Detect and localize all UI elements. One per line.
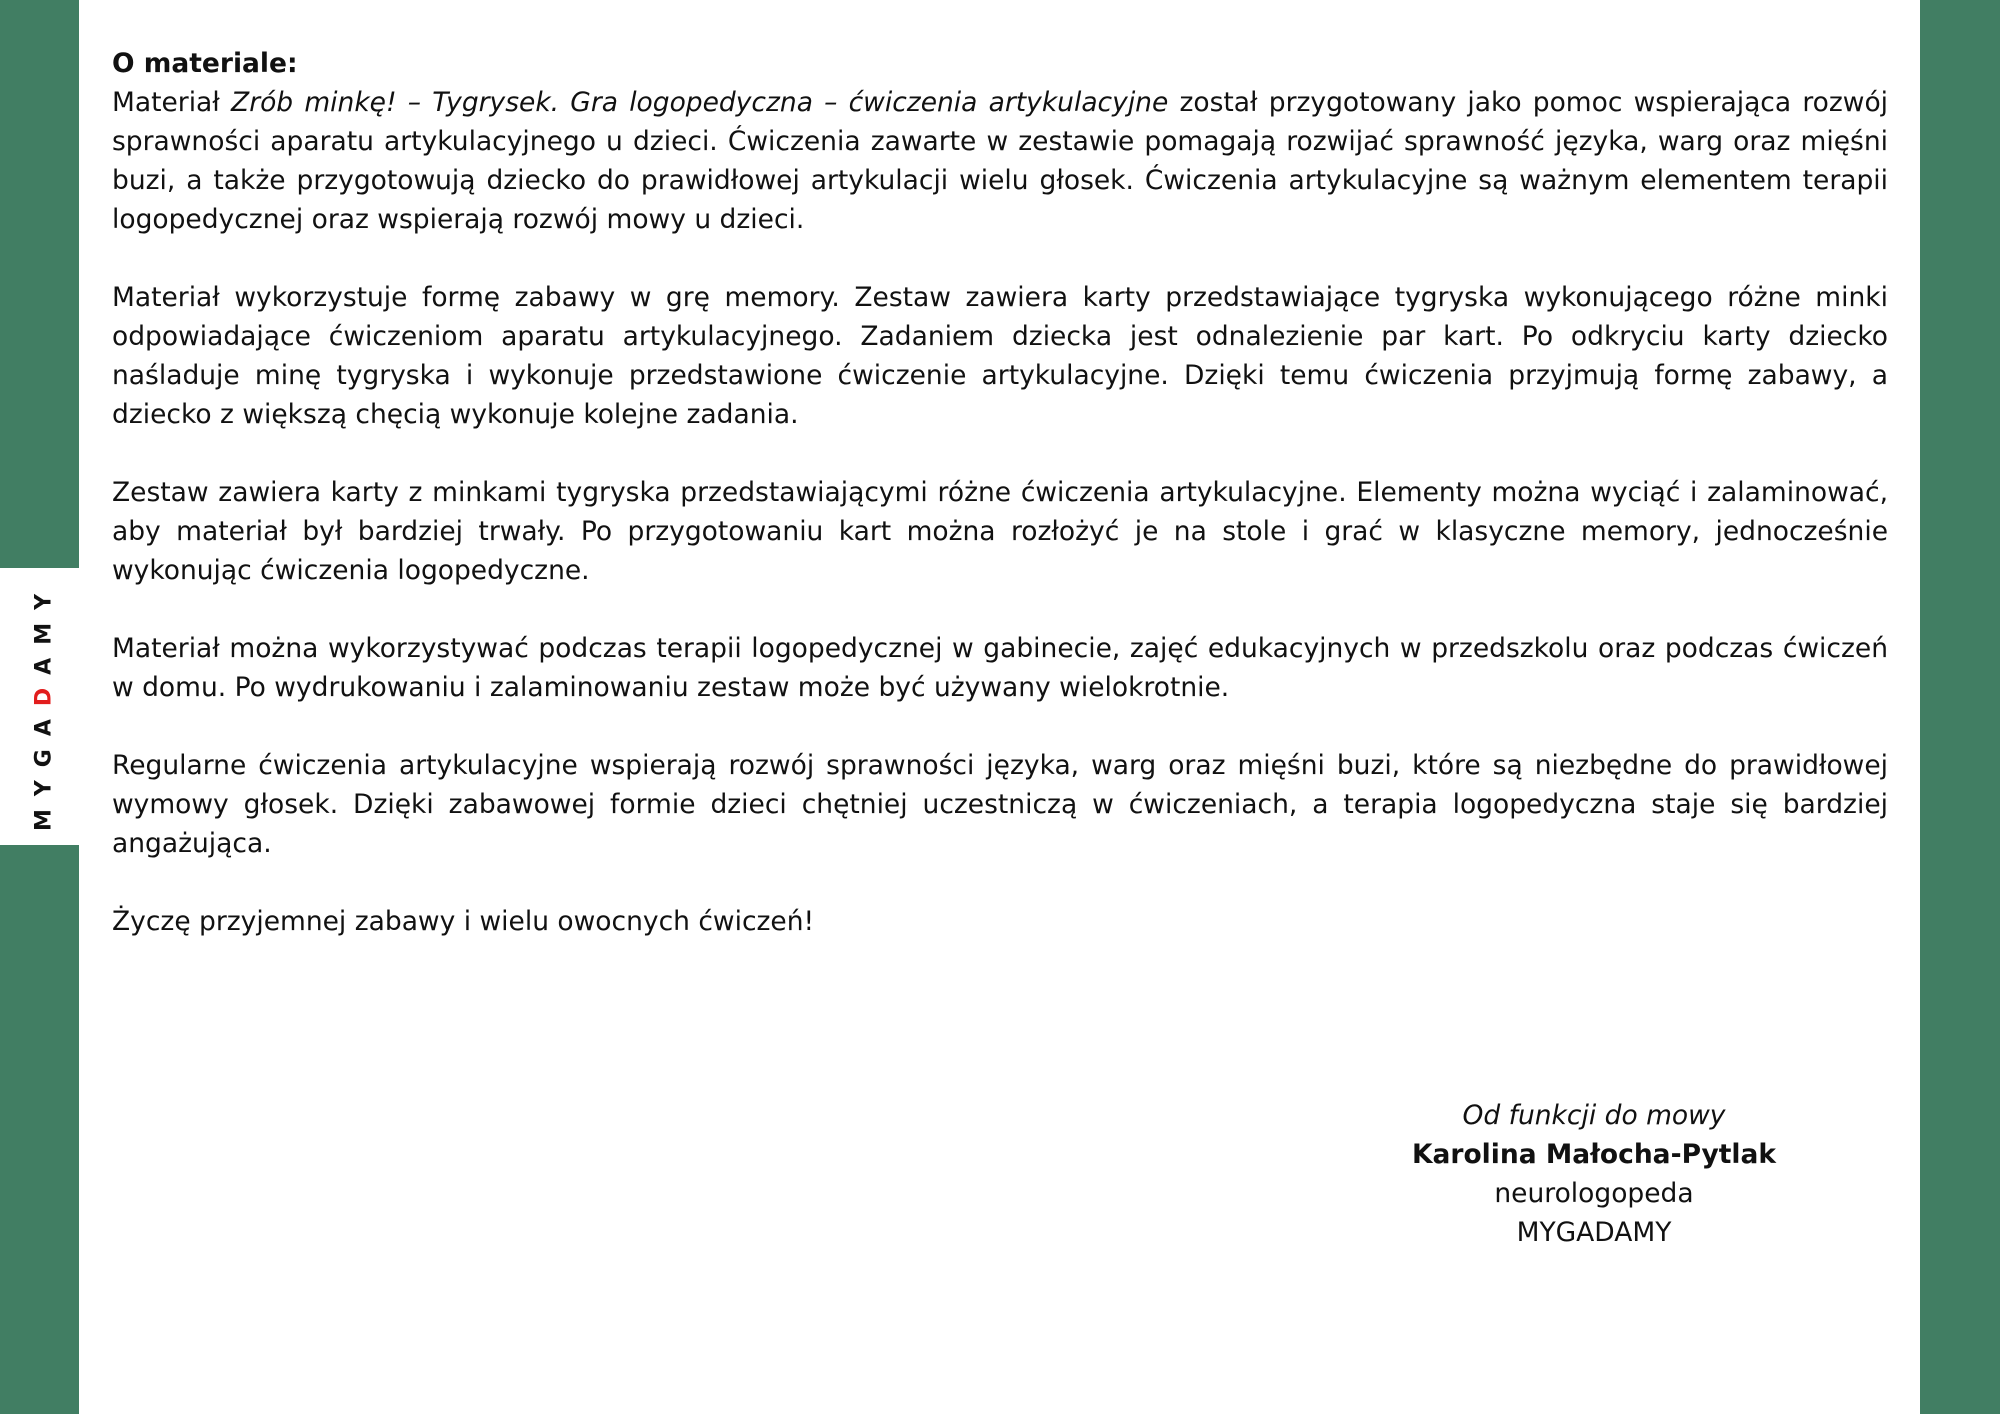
brand-logo: MYGADAMY bbox=[31, 580, 57, 832]
paragraph-benefits: Regularne ćwiczenia artykulacyjne wspierają rozwój sprawności języka, warg oraz mięśni buzi, które są niezbędne do prawidłowej wymowy głosek. Dzięki zabawowej formie dzieci chętniej uczestniczą w ćwiczeniach, a terapia logopedyczna staje się bardziej angażująca. bbox=[112, 750, 1888, 859]
signature-motto: Od funkcji do mowy bbox=[1462, 1100, 1726, 1131]
signature-block bbox=[1394, 1096, 1794, 1252]
signature-role: neurologopeda bbox=[1494, 1178, 1694, 1209]
paragraph-usage: Materiał można wykorzystywać podczas terapii logopedycznej w gabinecie, zajęć edukacyjnych w przedszkolu oraz podczas ćwiczeń w domu. Po wydrukowaniu i zalaminowaniu zestaw może być używany wielokrotnie. bbox=[112, 633, 1888, 703]
paragraph-intro bbox=[112, 83, 1888, 239]
paragraph-memory-game: Materiał wykorzystuje formę zabawy w grę memory. Zestaw zawiera karty przedstawiające tygryska wykonującego różne minki odpowiadające ćwiczeniom aparatu artykulacyjnego. Zadaniem dziecka jest odnalezienie par kart. Po odkryciu karty dziecko naśladuje minę tygryska i wykonuje przedstawione ćwiczenie artykulacyjne. Dzięki temu ćwiczenia przyjmują formę zabawy, a dziecko z większą chęcią wykonuje kolejne zadania. bbox=[112, 282, 1888, 430]
paragraph-intro-rest: został przygotowany jako pomoc wspierająca rozwój sprawności aparatu artykulacyjnego u dzieci. Ćwiczenia zawarte w zestawie pomagają rozwijać sprawność języka, warg oraz mięśni buzi, a także przygotowują dziecko do prawidłowej artykulacji wielu głosek. Ćwiczenia artykulacyjne są ważnym elementem terapii logopedycznej oraz wspierają rozwój mowy u dzieci. bbox=[112, 87, 1889, 235]
document-body bbox=[112, 44, 1888, 980]
paragraph-set-contents: Zestaw zawiera karty z minkami tygryska przedstawiającymi różne ćwiczenia artykulacyjne. Elementy można wyciąć i zalaminować, aby materiał był bardziej trwały. Po przygotowaniu kart można rozłożyć je na stole i grać w klasyczne memory, jednocześnie wykonując ćwiczenia logopedyczne. bbox=[112, 477, 1888, 586]
material-title: Zrób minkę! – Tygrysek. Gra logopedyczna – ćwiczenia artykulacyjne bbox=[231, 87, 1169, 118]
signature-brand: MYGADAMY bbox=[1516, 1217, 1672, 1248]
section-heading: O materiale: bbox=[112, 48, 298, 79]
right-green-border bbox=[1920, 0, 2000, 1414]
paragraph-intro-prefix: Materiał bbox=[112, 87, 232, 118]
closing-wish: Życzę przyjemnej zabawy i wielu owocnych ćwiczeń! bbox=[112, 906, 815, 937]
signature-name: Karolina Małocha-Pytlak bbox=[1411, 1139, 1777, 1170]
